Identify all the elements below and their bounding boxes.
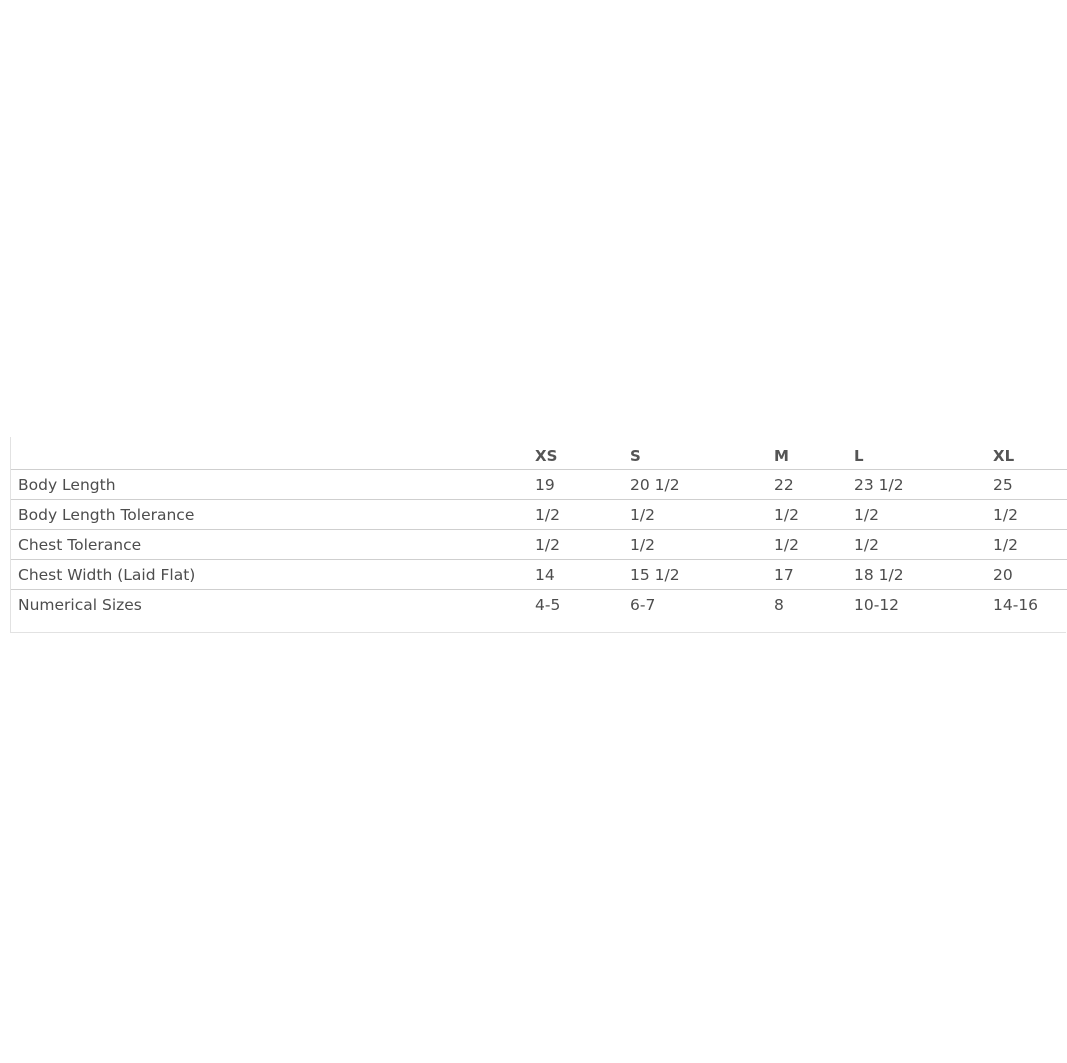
cell-value: 14 [528,560,623,590]
table-row [11,560,1067,590]
cell-value: 1/2 [767,530,847,560]
cell-value: 1/2 [528,500,623,530]
cell-value: 22 [767,470,847,500]
column-header-label [11,443,528,470]
table-header-row [11,443,1067,470]
cell-value: 1/2 [847,530,986,560]
cell-value: 10-12 [854,595,900,614]
cell-value: 1/2 [767,500,847,530]
table-row [11,590,1067,620]
cell-value: 1/2 [623,500,767,530]
row-label: Body Length [11,470,528,500]
cell-value: 14-16 [993,595,1039,614]
column-header-xl: XL [986,443,1067,470]
cell-value: 15 1/2 [623,560,767,590]
column-header-s: S [623,443,767,470]
size-chart [10,437,1066,633]
cell-value: 1/2 [623,530,767,560]
row-label: Numerical Sizes [18,595,142,614]
cell-value: 20 1/2 [623,470,767,500]
cell-value: 6-7 [630,595,656,614]
table-row [11,530,1067,560]
cell-value: 20 [986,560,1067,590]
cell-value: 4-5 [535,595,561,614]
table-row [11,500,1067,530]
table-row [11,470,1067,500]
cell-value: 18 1/2 [847,560,986,590]
cell-value: 1/2 [847,500,986,530]
cell-value: 1/2 [528,530,623,560]
column-header-xs: XS [528,443,623,470]
cell-value: 23 1/2 [847,470,986,500]
row-label: Chest Tolerance [11,530,528,560]
column-header-m: M [767,443,847,470]
cell-value: 19 [528,470,623,500]
cell-value: 8 [774,595,784,614]
size-table [11,443,1067,619]
cell-value: 17 [767,560,847,590]
cell-value: 1/2 [986,500,1067,530]
row-label: Body Length Tolerance [11,500,528,530]
row-label: Chest Width (Laid Flat) [11,560,528,590]
cell-value: 25 [986,470,1067,500]
cell-value: 1/2 [986,530,1067,560]
column-header-l: L [847,443,986,470]
